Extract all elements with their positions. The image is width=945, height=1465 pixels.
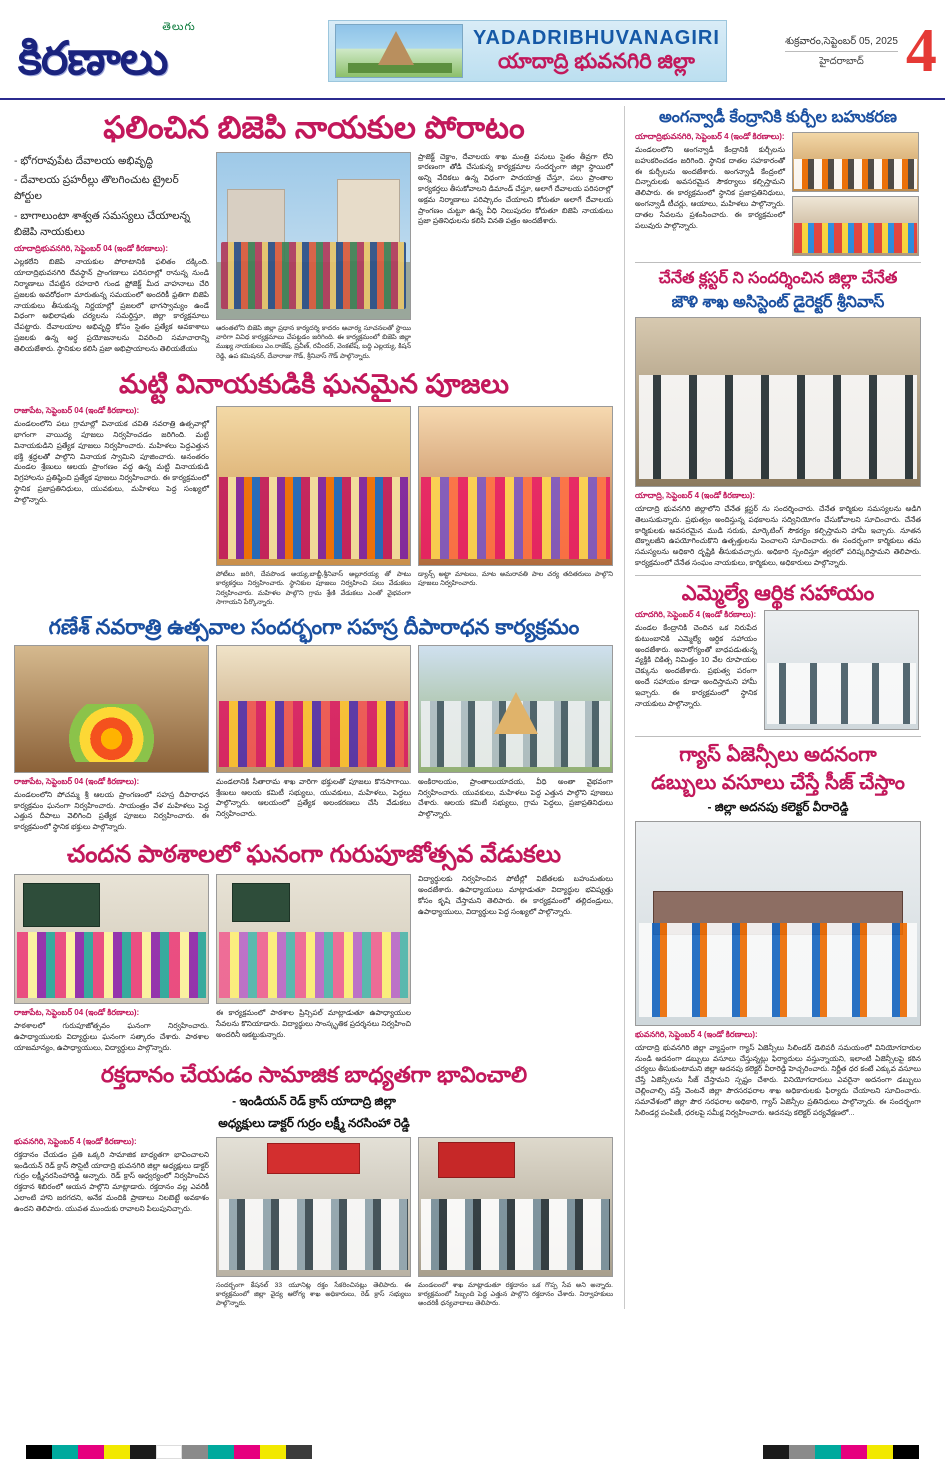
left-column bbox=[14, 106, 614, 1309]
article-headline: ఫలించిన బిజెపి నాయకుల పోరాటం bbox=[103, 110, 525, 145]
article-headline: రక్తదానం చేయడం సామాజిక బాధ్యతగా భావించాలి bbox=[100, 1061, 528, 1087]
article-body-col1: మండలంలోని పలు గ్రామాల్లో వినాయక చవితి నవరాత్రి ఉత్సవాల్లో భాగంగా వాయిద్య పూజలు నిర్వహించడం జరిగింది. మట్టి వినాయకుడిని ప్రత్యేక పూజలు నిర్వహించారు. మహిళలు పెద్దఎత్తున భక్తి శ్రద్ధలతో పాల్గొని వినాయక స్వామిని పూజించారు. అనంతరం మండల శ్రేణులు ఆలయ ప్రాంగణం వద్ద ఉన్న మట్టి వినాయకుడి విగ్రహాలను ప్రతిష్ఠించి ప్రత్యేక పూజలు నిర్వహించారు. ఈ కార్యక్రమంలో స్థానిక ప్రజాప్రతినిధులు, యువకులు, మహిళలు పెద్ద సంఖ్యలో పాల్గొన్నారు. bbox=[14, 419, 209, 504]
article-caption-1: పోటీలు జరిగి, దేవపొండ అయ్య,బాబ్జీ,శ్రీనివాస్ అల్లూరయ్య తో పాటు కార్యకర్తలు నిర్వహించారు. స్థానికుల పూజలు నిర్వహించి పలు వేడుకలు నిర్వహించారు. మహిళల పాల్గొని గ్రామ శ్రేణి వేడుకలు ఎంతో వైభవంగా సాగాయని పేర్కొన్నారు. bbox=[216, 571, 411, 607]
section-divider bbox=[635, 575, 921, 576]
article-caption-col2: ఆరంతలోని బిజెపి జిల్లా ప్రధాన కార్యదర్శి కాదరం ఆచార్య సూచనలతో స్థాయి వారిగా వివిధ కార్యక్రమాలు చేపట్టడం జరిగింది. ఈ కార్యక్రమంలో బిజెపి జిల్లా ముఖ్య నాయకులు ఎం.రాజేష్, ప్రవీణ్, రవీందర్, వెంకటేష్, బద్ది ఎల్లయ్య, కిషన్ రెడ్డి, ఉప కమిషనర్, దేవారాజు గౌడ్, శ్రీనివాస్ గౌడ్ పాల్గొన్నారు. bbox=[216, 324, 411, 360]
publication-city: హైదరాబాద్ bbox=[819, 55, 864, 67]
article-gas-agency-warning bbox=[635, 743, 921, 1118]
publication-logo bbox=[18, 21, 318, 82]
article-photo-temple-women bbox=[216, 645, 411, 773]
article-mla-financial-aid bbox=[635, 582, 921, 730]
masthead bbox=[0, 0, 945, 100]
article-byline: యాదాద్రి, సెప్టెంబర్ 4 (ఇండో కిరణాలు): bbox=[635, 491, 756, 500]
article-photo-blood-camp-2 bbox=[418, 1137, 613, 1277]
article-ganesh-pooja bbox=[14, 369, 614, 607]
article-body-col1: మండలంలోని అంగన్వాడీ కేంద్రానికి కుర్చీలను బహుకరించడం జరిగింది. స్థానిక దాతల సహకారంతో ఈ కుర్చీలను అందజేశారు. అంగన్వాడీ కేంద్రంలో చిన్నారులకు అవసరమైన సౌకర్యాలు కల్పిస్తామని తెలిపారు. ఈ కార్యక్రమంలో స్థానిక ప్రజాప్రతినిధులు, అంగన్వాడీ టీచర్లు, ఆయాలు, మహిళలు పాల్గొన్నారు. దాతల సేవలను ప్రశంసించారు. ఈ కార్యక్రమంలో పలువురు పాల్గొన్నారు. bbox=[635, 145, 785, 230]
article-body-col3: అంకిరాలయం, ప్రాంతాలుయాదయ, వీధి అంతా వైభవంగా నిర్వహించారు. యువకులు, మహిళలు పెద్ద ఎత్తున పాల్గొని పూజలు చేశారు. ఆలయ కమిటీ సభ్యులు, గ్రామ పెద్దలు, ప్రజాప్రతినిధులు పాల్గొన్నారు. bbox=[418, 776, 613, 819]
article-byline: భువనగిరి, సెప్టెంబర్ 4 (ఇండో కిరణాలు): bbox=[14, 1136, 137, 1146]
publication-date: శుక్రవారం,సెప్టెంబర్ 05, 2025 bbox=[785, 34, 898, 52]
section-divider bbox=[635, 262, 921, 263]
article-subhead-1: - ఇండియన్ రెడ్ క్రాస్ యాదాద్రి జిల్లా bbox=[232, 1094, 396, 1109]
article-body-col1: ఎల్లకలేని బిజెపి నాయకుల పోరాటానికి ఫలితం దక్కింది. యాదాద్రిభువనగిరి దేవస్థాన్ ప్రాంగణాలు పరిసరాల్లో రానున్న నుండి నిర్మాణాలు చేపట్టిన రహదారి గుండ ఫ్రోజెక్ట్ మీద వాహనాలు చేరి ప్రజలకు అవరోధంగా మారుతున్న సమయంలో అందరికీ ఫ్రతిగా బిజెపి నాయకులు తీసుకున్న నిర్ణయాల్లో ప్రజలలో భాగస్వామ్యం ఉండే విధంగా అభిలాషతు చర్యలను సమర్థిస్తూ, జిల్లా కార్యక్రమాలు చేపట్టారు. దేవాలయాల అభివృద్ధి కోసం సైతం ప్రత్యేక అవకాశాలు ప్రజలకు ఉన్న అర్థ ప్రయోజనాలను వివరించి సమాచారాన్ని తెలియజేశారు. స్థానికుల కలిసి ప్రజా అభిప్రాయాలను తెలియజేయు bbox=[14, 257, 209, 353]
article-byline: రాజాపేట, సెప్టెంబర్ 04 (ఇండో కిరణాలు): bbox=[14, 776, 140, 786]
article-body: యాదాద్రి భువనగిరి జిల్లాలోని చేనేత క్లస్టర్ ను సందర్శించారు. చేనేత కార్మికుల సమస్యలను అడిగి తెలుసుకున్నారు. ప్రభుత్వం అందిస్తున్న పథకాలను సద్వినియోగం చేసుకోవాలని సూచించారు. చేనేత కార్మికులకు అవసరమైన ముడి సరుకు, మార్కెటింగ్ సౌకర్యం కల్పిస్తామని హామీ ఇచ్చారు. నూతన టెక్నాలజీని ఉపయోగించుకొని ఉత్పత్తులను పెంచాలని సూచించారు. ఈ సందర్భంగా కార్మికులు తమ సమస్యలను అధికారి దృష్టికి తీసుకువచ్చారు. అధికారి స్పందిస్తూ త్వరలో పరిష్కరిస్తామని తెలిపారు. కార్యక్రమంలో చేనేత సంఘం నాయకులు, కార్మికులు, అధికారులు పాల్గొన్నారు. bbox=[635, 504, 921, 567]
temple-photo bbox=[335, 24, 463, 78]
article-bjp-leaders bbox=[14, 110, 614, 361]
article-deeparadhana bbox=[14, 616, 614, 833]
article-body-col1: రక్తదానం చేయడం ప్రతి ఒక్కరి సామాజిక బాధ్యతగా భావించాలని ఇండియన్ రెడ్ క్రాస్ సొసైటీ యాదాద్రి భువనగిరి జిల్లా అధ్యక్షులు డాక్టర్ గుర్రం లక్ష్మీనరసింహారెడ్డి అన్నారు. రెడ్ క్రాస్ ఆధ్వర్యంలో నిర్వహించిన రక్తదాన శిబిరంలో ఆయన పాల్గొని మాట్లాడారు. రక్తదానం వల్ల ఎవరికీ ఎలాంటి హాని జరగదని, అనేక మందికి ప్రాణాలు నిలబెట్టే అవకాశం ఉందని తెలిపారు. యువత ముందుకు రావాలని పిలుపునిచ్చారు. bbox=[14, 1149, 209, 1213]
article-body: మండల కేంద్రానికి చెందిన ఒక నిరుపేద కుటుంబానికి ఎమ్మెల్యే ఆర్థిక సహాయం అందజేశారు. అనారోగ్యంతో బాధపడుతున్న వ్యక్తికి చికిత్స నిమిత్తం 10 వేల రూపాయల చెక్కును అందజేశారు. ప్రభుత్వ పరంగా అందే సహాయం కూడా అందిస్తామని హామీ ఇచ్చారు. ఈ కార్యక్రమంలో స్థానిక నాయకులు పాల్గొన్నారు. bbox=[635, 622, 757, 708]
article-anganwadi-chairs bbox=[635, 108, 921, 256]
article-photo-blood-camp bbox=[216, 1137, 411, 1277]
print-registration-colorbar bbox=[0, 1439, 945, 1465]
edition-banner bbox=[328, 20, 727, 82]
article-body-col3: విద్యార్థులకు నిర్వహించిన పోటీల్లో విజేతలకు బహుమతులు అందజేశారు. ఉపాధ్యాయులు మాట్లాడుతూ విద్యార్థుల భవిష్యత్తు కోసం కృషి చేస్తామని తెలిపారు. ఈ కార్యక్రమంలో తల్లిదండ్రులు, ఉపాధ్యాయులు, విద్యార్థులు పెద్ద సంఖ్యలో పాల్గొన్నారు. bbox=[418, 874, 613, 916]
article-photo-classroom-1 bbox=[14, 874, 209, 1004]
article-byline: యాదాద్రిభువనగిరి, సెప్టెంబర్ 4 (ఇండో కిరణాలు): bbox=[635, 132, 785, 141]
right-column bbox=[624, 106, 921, 1309]
article-headline-line2: డబ్బులు వసూలు చేస్తే సీజ్ చేస్తాం bbox=[651, 771, 905, 794]
article-photo-mla bbox=[764, 610, 919, 730]
article-headline-line2: జౌళి శాఖ అసిస్టెంట్ డైరెక్టర్ శ్రీనివాస్ bbox=[671, 294, 885, 311]
article-byline: యాదాద్రిభువనగిరి, సెప్టెంబర్ 04 (ఇండో కిరణాలు): bbox=[14, 244, 168, 254]
edition-name-telugu: యాదాద్రి భువనగిరి జిల్లా bbox=[498, 50, 695, 74]
article-guru-pooja-school bbox=[14, 841, 614, 1054]
article-body-col3: ప్రాజెక్ట్ చెక్డాం, దేవాలయ శాఖ మంత్రి పనులు సైతం తీవ్రగా లేని కారణంగా తోడి చేసుకున్న కార్యక్రమాల సందర్భంగా జిల్లా స్థాయిలో అన్ని వేదికలు ఉన్న విధంగా పాదయాత్ర చేస్తూ, పలు ప్రాంతాల కార్యకర్తలు తీసుకోవాలని డిమాండ్ చేస్తూ, అలాగే దేవాలయ పరిసరాల్లో అక్రమ నిర్మాణాలు పరిష్కారం చేయాలని కోరుతూ అలాగే దేవాలయ ప్రాంగణం చుట్టూ ఉన్న వీధి నిలుపుదల కోరుతూ బిజెపి నాయకులు ప్రజా ప్రతినిధులను కలిసి వినతి పత్రం అందజేశారు. bbox=[418, 151, 613, 226]
article-headline: గణేశ్ నవరాత్రి ఉత్సవాల సందర్భంగా సహస్ర దీపారాధన కార్యక్రమం bbox=[48, 615, 580, 639]
article-bullet-1: - భోగరావుపేట దేవాలయ అభివృద్ధి bbox=[14, 154, 154, 167]
article-subhead: - జిల్లా అదనపు కలెక్టర్ వీరారెడ్డి bbox=[707, 799, 849, 814]
masthead-right bbox=[737, 16, 937, 85]
article-byline: యాదగిరి, సెప్టెంబర్ 4 (ఇండో కిరణాలు): bbox=[635, 609, 757, 619]
article-body-col2: మండలానికి సీతారామ శాఖ వారిగా భక్తులతో పూజలు కొనసాగాయి. శ్రేణులు ఆలయ కమిటీ సభ్యులు, యువకులు, మహిళలు, పెద్దలు పాల్గొన్నారు. ఆలయంలో ప్రత్యేక అలంకరణలు చేసి వేడుకలు నిర్వహించారు. bbox=[216, 776, 411, 819]
colorbar-right bbox=[763, 1445, 919, 1459]
logo-subtitle: తెలుగు bbox=[162, 20, 196, 33]
edition-name-english: YADADRIBHUVANAGIRI bbox=[473, 27, 720, 50]
article-headline-line1: గ్యాస్ ఏజెన్సీలు అదనంగా bbox=[679, 743, 877, 766]
article-bullet-3: - బాగాలుంటా శాశ్వత సమస్యలు చేయాలన్న బిజెపి నాయకులు bbox=[14, 209, 191, 238]
article-photo-lamps bbox=[14, 645, 209, 773]
article-body: యాదాద్రి భువనగిరి జిల్లా వ్యాప్తంగా గ్యాస్ ఏజెన్సీలు సిలిండర్ డెలివరీ సమయంలో వినియోగదారుల నుండి అదనంగా డబ్బులు వసూలు చేస్తున్నట్లు ఫిర్యాదులు వస్తున్నాయని, ఇలాంటి ఏజెన్సీలపై కఠిన చర్యలు తీసుకుంటామని జిల్లా అదనపు కలెక్టర్ వీరారెడ్డి హెచ్చరించారు. నిర్ణీత ధర కంటే ఎక్కువ వసూలు చేస్తే ఏజెన్సీలను సీజ్ చేస్తామని స్పష్టం చేశారు. వినియోగదారులు ఎవరైనా అదనంగా డబ్బులు చెల్లించాల్సి వస్తే వెంటనే జిల్లా పౌరసరఫరాల శాఖ అధికారులకు ఫిర్యాదు చేయాలని సూచించారు. సమావేశంలో జిల్లా పౌర సరఫరాల అధికారి, గ్యాస్ ఏజెన్సీల ప్రతినిధులు పాల్గొన్నారు. ఈ సందర్భంగా సిలిండర్ల పంపిణీ, ధరలపై సమీక్ష నిర్వహించారు. అదనపు కలెక్టర్ పర్యవేక్షణలో... bbox=[635, 1042, 921, 1117]
article-photo-deity bbox=[418, 406, 613, 566]
article-body-col2: ఈ కార్యక్రమంలో పాఠశాల ప్రిన్సిపల్ మాట్లాడుతూ ఉపాధ్యాయుల సేవలను కొనియాడారు. విద్యార్థులు సాంస్కృతిక ప్రదర్శనలు నిర్వహించి అందరినీ ఆకట్టుకున్నారు. bbox=[216, 1008, 411, 1040]
article-photo-collector-meeting bbox=[635, 821, 921, 1026]
article-headline-line1: చేనేత క్లస్టర్ ని సందర్శించిన జిల్లా చేనేత bbox=[658, 270, 898, 287]
article-bullet-2: - దేవాలయ ప్రహరీల్లు తొలగించుట ట్రైలర్ పోర్టుల bbox=[14, 174, 179, 203]
article-subhead-2: అధ్యక్షులు డాక్టర్ గుర్రం లక్ష్మీ నరసింహా రెడ్డి bbox=[218, 1115, 410, 1130]
article-photo-classroom-2 bbox=[216, 874, 411, 1004]
article-byline: రాజాపేట, సెప్టెంబర్ 04 (ఇండో కిరణాలు): bbox=[14, 406, 140, 416]
article-handloom-cluster bbox=[635, 269, 921, 569]
page-number: 4 bbox=[905, 16, 937, 85]
logo-title: కిరణాలు bbox=[18, 32, 168, 84]
article-headline: చందన పాఠశాలలో ఘనంగా గురుపూజోత్సవ వేడుకలు bbox=[67, 840, 561, 868]
article-caption-2: డ్యాన్స్ అట్టా మాటలు, మాట అమరావతి పాల చర్య తదితరులు పాల్గొని పూజలు నిర్వహించారు. bbox=[418, 571, 613, 588]
article-photo-group bbox=[418, 645, 613, 773]
article-body-col3: మండలంలో శాఖ మాట్లాడుతూ రక్తదానం ఒక గొప్ప సేవ అని అన్నారు. కార్యక్రమంలో సిబ్బంది పెద్ద ఎత్తున పాల్గొని రక్తదానం చేశారు. నిర్వాహకులు అందరికీ ధన్యవాదాలు తెలిపారు. bbox=[418, 1281, 613, 1308]
article-blood-donation bbox=[14, 1062, 614, 1309]
article-headline: ఎమ్మెల్యే ఆర్థిక సహాయం bbox=[681, 581, 875, 605]
article-photo-rally bbox=[216, 152, 411, 320]
article-byline: భువనగిరి, సెప్టెంబర్ 4 (ఇండో కిరణాలు): bbox=[635, 1029, 758, 1039]
article-photo-chairs-1 bbox=[792, 132, 919, 192]
article-headline: అంగన్వాడీ కేంద్రానికి కుర్చీల బహుకరణ bbox=[659, 109, 897, 126]
article-headline: మట్టి వినాయకుడికి ఘనమైన పూజలు bbox=[118, 369, 509, 400]
article-byline: రాజాపేట, సెప్టెంబర్ 04 (ఇండో కిరణాలు): bbox=[14, 1008, 140, 1018]
page-content bbox=[0, 100, 945, 1309]
colorbar-left bbox=[26, 1445, 312, 1459]
article-photo-handloom bbox=[635, 317, 921, 487]
article-body-col1: మండలంలోని పోచమ్మ శ్రీ ఆలయ ప్రాంగణంలో సహస్ర దీపారాధన కార్యక్రమం ఘనంగా నిర్వహించారు. సాయంత్రం వేళ మహిళలు పెద్ద ఎత్తున దీపాలు వెలిగించి ప్రత్యేక పూజలు నిర్వహించారు. ఈ కార్యక్రమంలో స్థానిక భక్తులు పాల్గొన్నారు. bbox=[14, 789, 209, 832]
article-body-col1: పాఠశాలలో గురుపూజోత్సవం ఘనంగా నిర్వహించారు. ఉపాధ్యాయులకు విద్యార్థులు ఘనంగా సత్కారం చేశారు. పాఠశాల యాజమాన్యం, ఉపాధ్యాయులు, విద్యార్థులు పాల్గొన్నారు. bbox=[14, 1021, 209, 1053]
article-body-col2: సందర్భంగా కేషనల్ 33 యూనిట్ల రక్తం సేకరించినట్లు తెలిపారు. ఈ కార్యక్రమంలో జిల్లా వైద్య ఆరోగ్య శాఖ అధికారులు, రెడ్ క్రాస్ సభ్యులు పాల్గొన్నారు. bbox=[216, 1281, 411, 1308]
section-divider bbox=[635, 736, 921, 737]
article-photo-chairs-2 bbox=[792, 196, 919, 256]
article-photo-women-pooja bbox=[216, 406, 411, 566]
